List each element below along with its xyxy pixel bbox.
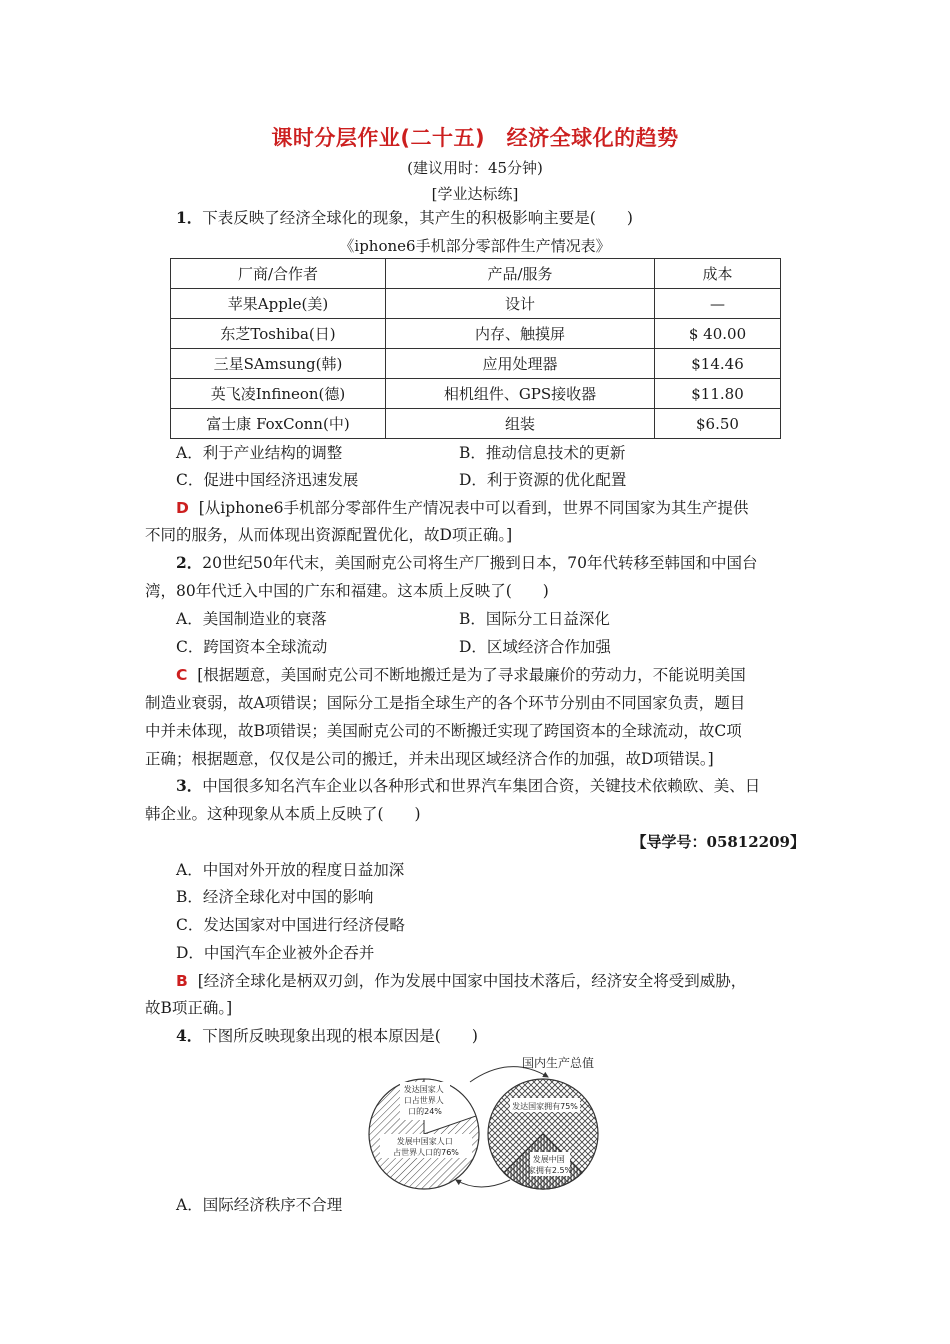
label-line: 发达国家人: [403, 1085, 444, 1094]
table-cell: —: [655, 289, 781, 319]
option-c: C．发达国家对中国进行经济侵略: [176, 916, 405, 934]
option-c: C．跨国资本全球流动: [176, 638, 328, 656]
table-caption: 《iphone6手机部分零部件生产情况表》: [339, 237, 611, 255]
explanation-line: 正确；根据题意，仅仅是公司的搬迁，并未出现区域经济合作的加强，故D项错误。]: [145, 750, 714, 768]
table-header-row: [171, 259, 781, 289]
table-cell: 东芝Toshiba(日): [171, 319, 386, 349]
question-2-text: 湾，80年代迁入中国的广东和福建。这本质上反映了( ): [145, 582, 549, 600]
section-label: [学业达标练]: [431, 185, 519, 203]
table-cell: 英飞凌Infineon(德): [171, 379, 386, 409]
label-line: 家拥有2.5%: [527, 1166, 573, 1175]
explanation-line: [从iphone6手机部分零部件生产情况表中可以看到，世界不同国家为其生产提供: [198, 499, 749, 517]
option-d: D．区域经济合作加强: [459, 638, 611, 656]
option-a: A．利于产业结构的调整: [176, 444, 343, 462]
explanation-line: [经济全球化是柄双刃剑，作为发展中国家中国技术落后，经济安全将受到威胁，: [197, 972, 747, 990]
question-3-text: 中国很多知名汽车企业以各种形式和世界汽车集团合资，关键技术依赖欧、美、日: [202, 777, 761, 795]
option-b: B．国际分工日益深化: [459, 610, 610, 628]
question-1-stem: [176, 208, 633, 228]
question-4-text: 下图所反映现象出现的根本原因是( ): [202, 1027, 478, 1045]
explanation-line: 制造业衰弱，故A项错误；国际分工是指全球生产的各个环节分别由不同国家负责，题目: [145, 694, 746, 712]
table-cell: $ 40.00: [655, 319, 781, 349]
question-4-stem: [176, 1026, 478, 1046]
table-row: [171, 319, 781, 349]
explanation-line: 不同的服务，从而体现出资源配置优化，故D项正确。]: [145, 526, 513, 544]
question-4-number: 4．: [176, 1026, 203, 1045]
guide-number: 【导学号：05812209】: [631, 833, 805, 851]
option-d: D．中国汽车企业被外企吞并: [176, 944, 375, 962]
population-gdp-diagram: [360, 1052, 620, 1192]
table-header-cell: 产品/服务: [386, 259, 655, 289]
developed-population-label: [404, 1084, 447, 1116]
table-header-cell: 厂商/合作者: [171, 259, 386, 289]
label-line: 发展中国: [532, 1155, 565, 1164]
option-a: A．国际经济秩序不合理: [176, 1196, 343, 1214]
table-cell: $14.46: [655, 349, 781, 379]
label-line: 口的24%: [408, 1107, 442, 1116]
table-cell: 应用处理器: [386, 349, 655, 379]
option-a: A．美国制造业的衰落: [176, 610, 327, 628]
option-d: D．利于资源的优化配置: [459, 471, 627, 489]
explanation-line: 中并未体现，故B项错误；美国耐克公司的不断搬迁实现了跨国资本的全球流动，故C项: [145, 722, 742, 740]
developed-gdp-label: 发达国家拥有75%: [512, 1102, 578, 1111]
table-cell: 三星SAmsung(韩): [171, 349, 386, 379]
question-2-text: 20世纪50年代末，美国耐克公司将生产厂搬到日本，70年代转移至韩国和中国台: [202, 554, 758, 572]
table-row: [171, 349, 781, 379]
question-2-number: 2．: [176, 553, 203, 572]
table-row: [171, 289, 781, 319]
explanation-line: 故B项正确。]: [145, 999, 233, 1017]
option-b: B．推动信息技术的更新: [459, 444, 626, 462]
answer-1: [176, 498, 749, 518]
question-1-text: 下表反映了经济全球化的现象，其产生的积极影响主要是( ): [202, 209, 633, 227]
answer-letter: B: [176, 972, 188, 990]
answer-letter: D: [176, 499, 189, 517]
label-line: 发展中国家人口: [396, 1137, 453, 1146]
gdp-title: 国内生产总值: [521, 1056, 595, 1070]
parts-table: [170, 258, 781, 439]
option-a: A．中国对外开放的程度日益加深: [176, 861, 405, 879]
page-title: 课时分层作业(二十五) 经济全球化的趋势: [271, 126, 679, 150]
answer-3: [176, 971, 746, 991]
table-header-cell: 成本: [655, 259, 781, 289]
table-cell: 设计: [386, 289, 655, 319]
table-cell: 组装: [386, 409, 655, 439]
option-b: B．经济全球化对中国的影响: [176, 888, 374, 906]
question-3-stem: [176, 776, 760, 796]
label-line: 口占世界人: [403, 1096, 444, 1105]
table-cell: $11.80: [655, 379, 781, 409]
question-2-stem: [176, 553, 757, 573]
table-row: [171, 379, 781, 409]
explanation-line: [根据题意，美国耐克公司不断地搬迁是为了寻求最廉价的劳动力，不能说明美国: [197, 666, 746, 684]
table-cell: 内存、触摸屏: [386, 319, 655, 349]
table-cell: 苹果Apple(美): [171, 289, 386, 319]
table-cell: 富士康 FoxConn(中): [171, 409, 386, 439]
question-1-number: 1．: [176, 208, 203, 227]
table-cell: 相机组件、GPS接收器: [386, 379, 655, 409]
option-c: C．促进中国经济迅速发展: [176, 471, 359, 489]
answer-letter: C: [176, 666, 188, 684]
bottom-arrow: [456, 1180, 510, 1187]
question-3-number: 3．: [176, 776, 203, 795]
table-cell: $6.50: [655, 409, 781, 439]
table-row: [171, 409, 781, 439]
suggested-time: (建议用时：45分钟): [407, 159, 543, 177]
answer-2: [176, 665, 746, 685]
label-line: 占世界人口的76%: [393, 1148, 459, 1157]
question-3-text: 韩企业。这种现象从本质上反映了( ): [145, 805, 421, 823]
